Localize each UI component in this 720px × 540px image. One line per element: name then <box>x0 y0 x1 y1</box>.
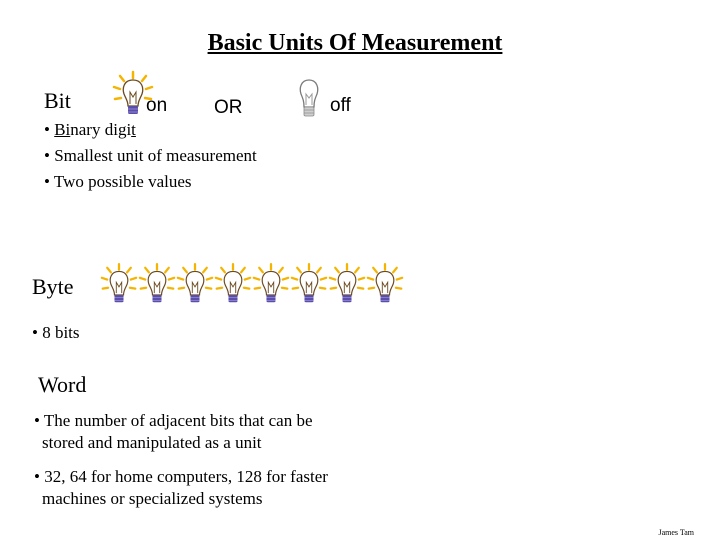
lightbulb-on-icon <box>290 260 328 310</box>
bullet-two-values: • Two possible values <box>44 172 192 191</box>
author-credit: James Tam <box>658 528 694 537</box>
byte-heading: Byte <box>32 274 74 299</box>
byte-bullet: • 8 bits <box>32 323 80 342</box>
or-label: OR <box>214 97 243 118</box>
word-heading: Word <box>38 372 87 397</box>
lightbulb-on-icon <box>100 260 138 310</box>
on-label: on <box>146 95 168 116</box>
byte-bulb-row <box>100 260 410 314</box>
word-bullet-adjacent-bits: • The number of adjacent bits that can be stored and manipulated as a unit <box>34 411 313 452</box>
off-label: off <box>330 95 351 116</box>
lightbulb-on-icon <box>252 260 290 310</box>
lightbulb-on-icon <box>214 260 252 310</box>
lightbulb-off-icon <box>294 76 324 122</box>
bit-heading: Bit <box>44 88 71 113</box>
word-bullet-sizes: • 32, 64 for home computers, 128 for faster machines or specialized systems <box>34 467 328 508</box>
lightbulb-on-icon <box>176 260 214 310</box>
page-title: Basic Units Of Measurement <box>207 30 503 56</box>
lightbulb-on-icon <box>138 260 176 310</box>
bullet-smallest-unit: • Smallest unit of measurement <box>44 146 257 165</box>
lightbulb-on-icon <box>366 260 404 310</box>
bullet-binary-digit: • Binary digit <box>44 120 136 139</box>
bit-bullet-list <box>44 117 257 195</box>
lightbulb-on-icon <box>328 260 366 310</box>
